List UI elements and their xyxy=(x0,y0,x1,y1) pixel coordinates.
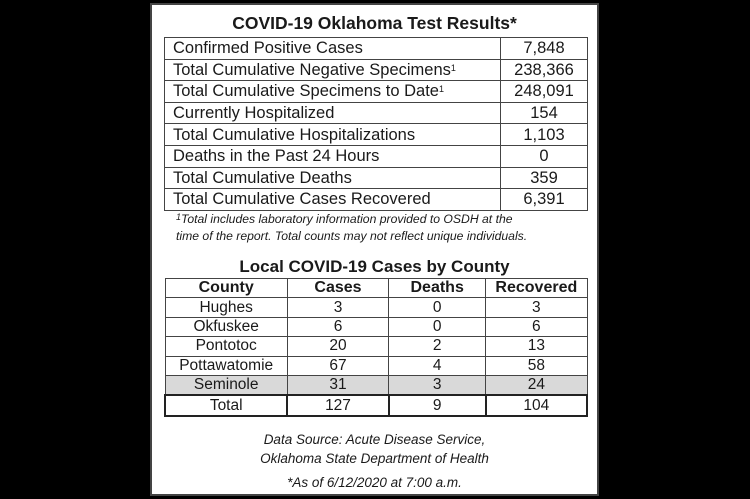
total-cell: 9 xyxy=(389,395,486,415)
county-cell: 3 xyxy=(287,298,388,317)
state-row-label: Total Cumulative Negative Specimens xyxy=(173,60,451,79)
state-row-value: 238,366 xyxy=(501,59,588,81)
state-row-value: 0 xyxy=(501,145,588,167)
state-row xyxy=(165,167,588,189)
state-row-label: Total Cumulative Cases Recovered xyxy=(173,190,431,209)
state-row-label: Total Cumulative Deaths xyxy=(173,168,352,187)
county-cell: 67 xyxy=(287,356,388,375)
county-total-row xyxy=(165,395,587,415)
as-of-date: *As of 6/12/2020 at 7:00 a.m. xyxy=(287,475,462,490)
total-cell: Total xyxy=(165,395,287,415)
state-row-value: 154 xyxy=(501,102,588,124)
state-row-label: Deaths in the Past 24 Hours xyxy=(173,147,380,166)
county-row xyxy=(165,337,587,356)
county-cell: 2 xyxy=(389,337,486,356)
state-row-label-cell xyxy=(165,189,501,211)
state-results-table xyxy=(164,37,588,211)
state-row xyxy=(165,102,588,124)
state-row-label-cell xyxy=(165,59,501,81)
county-cell: 4 xyxy=(389,356,486,375)
county-cell: 3 xyxy=(486,298,587,317)
source-line-2: Oklahoma State Department of Health xyxy=(260,451,489,466)
county-cell: 0 xyxy=(389,298,486,317)
state-row-label: Total Cumulative Specimens to Date xyxy=(173,82,439,101)
county-row xyxy=(165,298,587,317)
footnote-ref: 1 xyxy=(450,62,456,73)
county-row xyxy=(165,356,587,375)
data-source xyxy=(152,430,597,468)
county-header-row xyxy=(165,279,587,298)
state-row-value: 248,091 xyxy=(501,81,588,103)
county-cell: 13 xyxy=(486,337,587,356)
state-row-value: 7,848 xyxy=(501,38,588,60)
results-panel xyxy=(150,3,599,496)
county-cell: 6 xyxy=(287,317,388,336)
county-cell: 31 xyxy=(287,375,388,395)
county-cell: 6 xyxy=(486,317,587,336)
county-cell: 58 xyxy=(486,356,587,375)
state-row-label: Currently Hospitalized xyxy=(173,104,335,123)
county-cell: 24 xyxy=(486,375,587,395)
county-row xyxy=(165,317,587,336)
county-cell: 20 xyxy=(287,337,388,356)
county-cell: Pottawatomie xyxy=(165,356,287,375)
county-table xyxy=(164,278,588,417)
county-cell: Pontotoc xyxy=(165,337,287,356)
state-row xyxy=(165,59,588,81)
state-row-label-cell xyxy=(165,81,501,103)
total-cell: 104 xyxy=(486,395,587,415)
state-row-value: 6,391 xyxy=(501,189,588,211)
footnote-ref: 1 xyxy=(438,84,444,95)
county-header-deaths: Deaths xyxy=(389,279,486,298)
county-cell: Okfuskee xyxy=(165,317,287,336)
footnote-line-1: Total includes laboratory information provided to OSDH at the xyxy=(181,212,513,226)
county-header-recovered: Recovered xyxy=(486,279,587,298)
state-row xyxy=(165,81,588,103)
state-row-label: Confirmed Positive Cases xyxy=(173,39,363,58)
footnote xyxy=(176,211,586,245)
county-header-county: County xyxy=(165,279,287,298)
state-row-label-cell xyxy=(165,38,501,60)
state-row xyxy=(165,189,588,211)
county-header-cases: Cases xyxy=(287,279,388,298)
state-row xyxy=(165,38,588,60)
county-row xyxy=(165,375,587,395)
county-cell: 3 xyxy=(389,375,486,395)
county-title: Local COVID-19 Cases by County xyxy=(239,257,510,276)
state-row-label-cell xyxy=(165,145,501,167)
source-line-1: Data Source: Acute Disease Service, xyxy=(263,432,486,447)
county-cell: Seminole xyxy=(165,375,287,395)
state-row-label-cell xyxy=(165,102,501,124)
county-cell: 0 xyxy=(389,317,486,336)
state-row-label-cell xyxy=(165,167,501,189)
state-row xyxy=(165,145,588,167)
state-row-label: Total Cumulative Hospitalizations xyxy=(173,125,416,144)
county-cell: Hughes xyxy=(165,298,287,317)
state-row-value: 1,103 xyxy=(501,124,588,146)
total-cell: 127 xyxy=(287,395,388,415)
footnote-line-2: time of the report. Total counts may not reflect unique individuals. xyxy=(176,229,528,243)
state-row-label-cell xyxy=(165,124,501,146)
state-row-value: 359 xyxy=(501,167,588,189)
state-row xyxy=(165,124,588,146)
results-title: COVID-19 Oklahoma Test Results* xyxy=(232,13,517,33)
footnote-mark: 1 xyxy=(176,212,182,222)
